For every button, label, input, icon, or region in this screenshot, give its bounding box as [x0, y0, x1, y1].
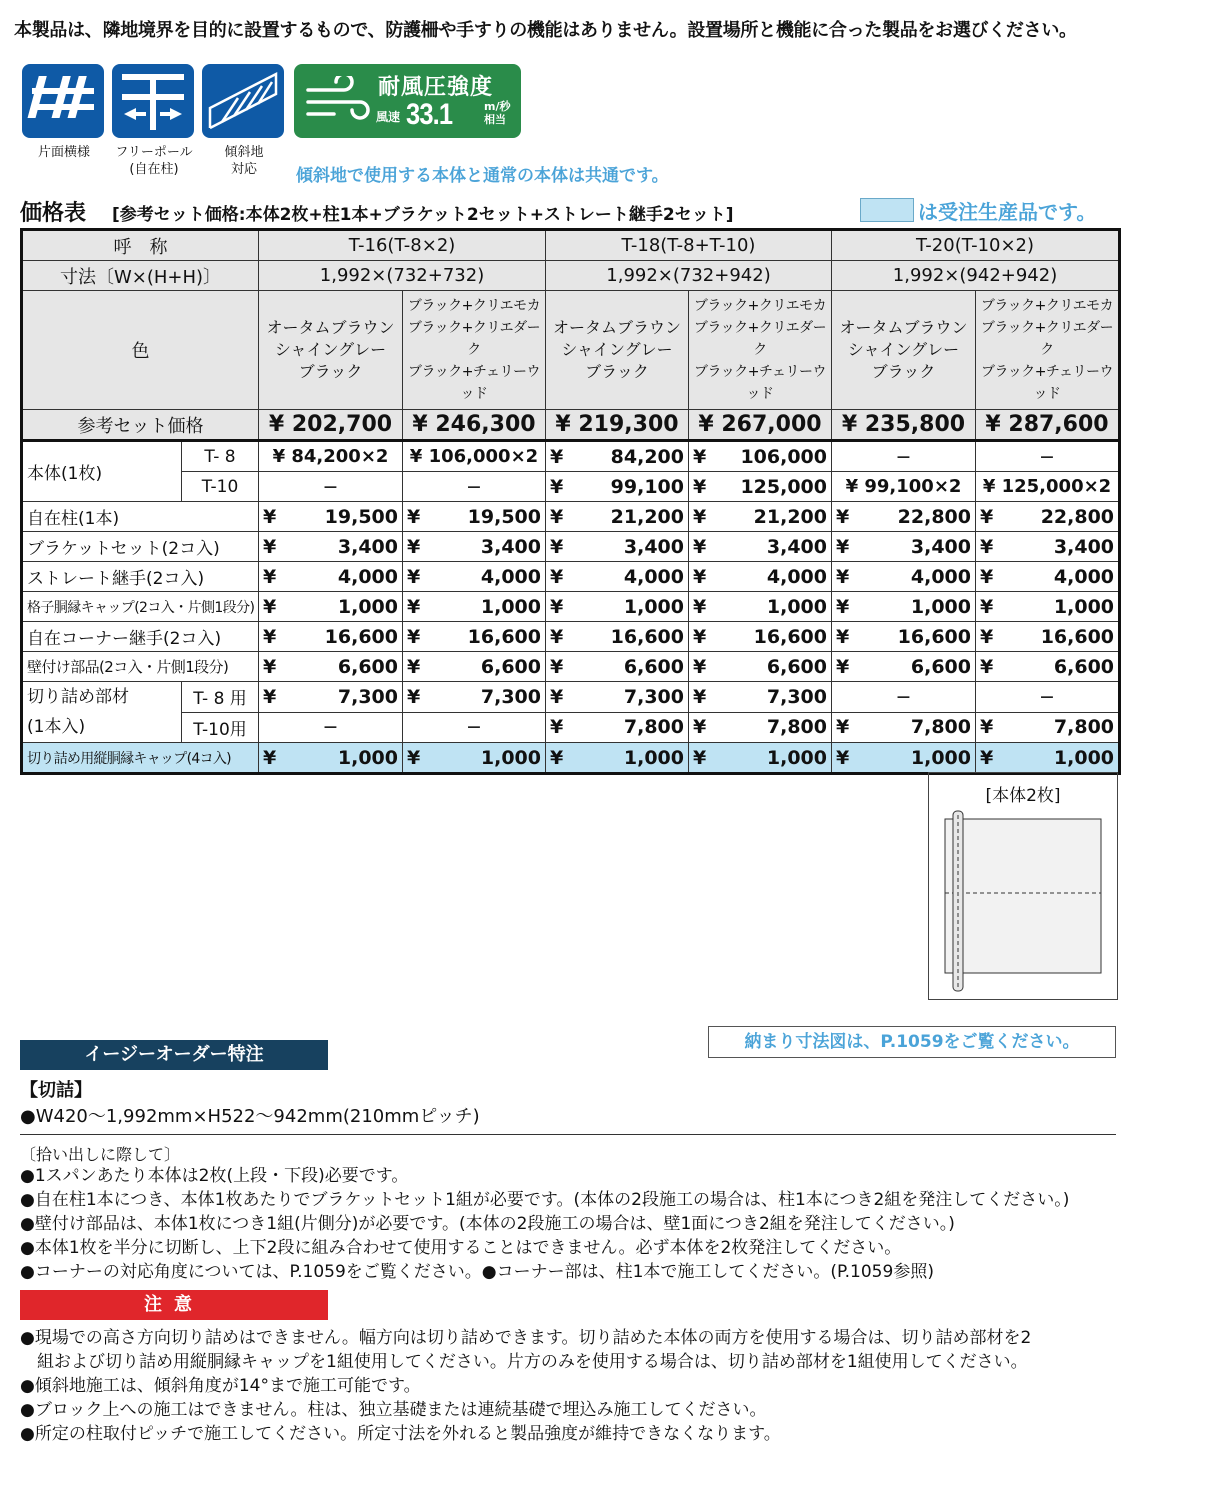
price-cell: ¥ 22,800: [976, 502, 1120, 532]
price-cell: ¥ 3,400: [832, 532, 976, 562]
list-item: ●現場での高さ方向切り詰めはできません。幅方向は切り詰めできます。切り詰めた本体の両方を使用する場合は、切り詰め部材を2: [20, 1328, 1032, 1348]
color-cell-a: オータムブラウン シャイングレー ブラック: [259, 291, 403, 410]
price-cell: ¥ 3,400: [689, 532, 832, 562]
row-label: 自在柱(1本): [22, 502, 259, 532]
wind-resistance-badge: [294, 64, 521, 138]
price-cell: ¥ 7,300: [403, 682, 546, 713]
color-cell-b: ブラック+クリエモカ ブラック+クリエダーク ブラック+チェリーウッド: [689, 291, 832, 410]
price-cell: ¥ 19,500: [403, 502, 546, 532]
color-row: [22, 291, 1120, 410]
price-cell: ¥ 22,800: [832, 502, 976, 532]
price-cell: ¥ 6,600: [832, 652, 976, 682]
caution-header: 注意: [20, 1290, 328, 1320]
price-cell: −: [403, 472, 546, 502]
price-cell: ¥ 1,000: [832, 743, 976, 774]
cut-t10-label: T-10用: [182, 712, 259, 743]
set-price-cell: ¥ 219,300: [546, 410, 689, 441]
list-item: ●本体1枚を半分に切断し、上下2段に組み合わせて使用することはできません。必ず本体を2枚発注してください。: [20, 1238, 902, 1258]
header-size: 寸法〔W×(H+H)〕: [22, 261, 259, 291]
color-cell-a: オータムブラウン シャイングレー ブラック: [546, 291, 689, 410]
model-t16: T-16(T-8×2): [259, 230, 546, 261]
cut-t10-row: [22, 712, 1120, 743]
price-cell: ¥ 16,600: [259, 622, 403, 652]
fence-panel-drawing: [929, 809, 1117, 999]
cut-member-label: 切り詰め部材 (1本入): [22, 682, 182, 743]
price-cell: ¥ 19,500: [259, 502, 403, 532]
set-price-cell: ¥ 235,800: [832, 410, 976, 441]
price-cell: −: [403, 712, 546, 743]
price-cell: ¥ 16,600: [976, 622, 1120, 652]
wind-title: 耐風圧強度: [378, 75, 494, 100]
price-cell: ¥ 3,400: [259, 532, 403, 562]
wind-icon: [304, 76, 372, 126]
price-cell: ¥ 4,000: [546, 562, 689, 592]
price-cell: ¥ 7,800: [976, 712, 1120, 743]
size-t20: 1,992×(942+942): [832, 261, 1120, 291]
color-cell-b: ブラック+クリエモカ ブラック+クリエダーク ブラック+チェリーウッド: [976, 291, 1120, 410]
list-item: ●壁付け部品は、本体1枚につき1組(片側分)が必要です。(本体の2段施工の場合は、壁1面につき2組を発注してください。): [20, 1214, 955, 1234]
price-cell: ¥ 1,000: [976, 592, 1120, 622]
color-cell-a: オータムブラウン シャイングレー ブラック: [832, 291, 976, 410]
row-label: 格子胴縁キャップ(2コ入・片側1段分): [22, 592, 259, 622]
price-cell: ¥ 1,000: [546, 592, 689, 622]
size-t18: 1,992×(732+942): [546, 261, 832, 291]
price-cell: ¥ 6,600: [259, 652, 403, 682]
table-row: [22, 652, 1120, 682]
price-cell: ¥ 106,000×2: [403, 441, 546, 472]
slope-label: 傾斜地 対応: [224, 145, 264, 177]
wind-value: 33.1: [406, 98, 453, 131]
price-cell: ¥ 7,800: [832, 712, 976, 743]
one-side-horizontal-icon: [22, 64, 104, 138]
easy-order-header: イージーオーダー特注: [20, 1040, 328, 1070]
list-item: ●自在柱1本につき、本体1枚あたりでブラケットセット1組が必要です。(本体の2段施工の場合は、柱1本につき2組を発注してください。): [20, 1190, 1070, 1210]
price-cell: ¥ 99,100: [546, 472, 689, 502]
list-item: ●所定の柱取付ピッチで施工してください。所定寸法を外れると製品強度が維持できなくなります。: [20, 1424, 781, 1444]
cut-title: 【切詰】: [20, 1080, 92, 1101]
price-cell: −: [259, 712, 403, 743]
price-cell: ¥ 84,200×2: [259, 441, 403, 472]
wind-unit: m/秒 相当: [484, 100, 511, 126]
size-row: [22, 261, 1120, 291]
row-label: 自在コーナー継手(2コ入): [22, 622, 259, 652]
price-cell: ¥ 84,200: [546, 441, 689, 472]
list-item: 組および切り詰め用縦胴縁キャップを1組使用してください。片方のみを使用する場合は、切り詰め部材を1組使用してください。: [20, 1352, 1028, 1372]
table-row: [22, 592, 1120, 622]
table-row: [22, 502, 1120, 532]
pick-title: 〔拾い出しに際して〕: [20, 1145, 181, 1164]
set-price-cell: ¥ 267,000: [689, 410, 832, 441]
price-cell: ¥ 4,000: [689, 562, 832, 592]
price-cell: ¥ 1,000: [403, 743, 546, 774]
body-t8-label: T- 8: [182, 441, 259, 472]
cut-spec: ●W420〜1,992mm×H522〜942mm(210mmピッチ): [20, 1106, 480, 1127]
price-cell: ¥ 4,000: [832, 562, 976, 592]
row-label: 壁付け部品(2コ入・片側1段分): [22, 652, 259, 682]
made-to-order-swatch: [860, 198, 914, 222]
notice-text: 本製品は、隣地境界を目的に設置するもので、防護柵や手すりの機能はありません。設置場所と機能に合った製品をお選びください。: [14, 20, 1077, 41]
price-cell: −: [976, 682, 1120, 713]
table-row: [22, 562, 1120, 592]
price-cell: ¥ 125,000: [689, 472, 832, 502]
price-cell: ¥ 4,000: [403, 562, 546, 592]
price-cell: ¥ 106,000: [689, 441, 832, 472]
price-cell: ¥ 16,600: [546, 622, 689, 652]
header-setprice: 参考セット価格: [22, 410, 259, 441]
header-color: 色: [22, 291, 259, 410]
price-cell: ¥ 1,000: [259, 592, 403, 622]
cap-row: [22, 743, 1120, 774]
fence-diagram: [928, 772, 1118, 1000]
price-cell: ¥ 125,000×2: [976, 472, 1120, 502]
model-t20: T-20(T-10×2): [832, 230, 1120, 261]
list-item: ●コーナーの対応角度については、P.1059をご覧ください。●コーナー部は、柱1本で施工してください。(P.1059参照): [20, 1262, 934, 1282]
price-cell: ¥ 4,000: [259, 562, 403, 592]
price-cell: ¥ 3,400: [403, 532, 546, 562]
price-cell: ¥ 21,200: [689, 502, 832, 532]
reference-note: 納まり寸法図は、P.1059をご覧ください。: [708, 1026, 1116, 1058]
price-cell: ¥ 7,300: [259, 682, 403, 713]
free-pole-icon: [112, 64, 194, 138]
free-pole-label: フリーポール (自在柱): [115, 145, 193, 177]
set-price-cell: ¥ 246,300: [403, 410, 546, 441]
model-row: [22, 230, 1120, 261]
price-table: [20, 228, 1121, 775]
price-cell: −: [832, 441, 976, 472]
body-t10-label: T-10: [182, 472, 259, 502]
row-label: ストレート継手(2コ入): [22, 562, 259, 592]
price-cell: ¥ 1,000: [546, 743, 689, 774]
price-cell: ¥ 6,600: [976, 652, 1120, 682]
price-cell: −: [259, 472, 403, 502]
price-cell: ¥ 3,400: [546, 532, 689, 562]
price-cell: ¥ 16,600: [832, 622, 976, 652]
price-cell: ¥ 21,200: [546, 502, 689, 532]
color-cell-b: ブラック+クリエモカ ブラック+クリエダーク ブラック+チェリーウッド: [403, 291, 546, 410]
price-cell: ¥ 7,800: [546, 712, 689, 743]
price-cell: ¥ 99,100×2: [832, 472, 976, 502]
set-price-cell: ¥ 202,700: [259, 410, 403, 441]
price-cell: ¥ 6,600: [546, 652, 689, 682]
price-cell: ¥ 4,000: [976, 562, 1120, 592]
price-cell: ¥ 6,600: [403, 652, 546, 682]
price-cell: ¥ 7,800: [689, 712, 832, 743]
price-set-note: [参考セット価格:本体2枚+柱1本+ブラケット2セット+ストレート継手2セット]: [112, 205, 734, 225]
set-price-cell: ¥ 287,600: [976, 410, 1120, 441]
slope-icon: [202, 64, 284, 138]
price-cell: ¥ 16,600: [689, 622, 832, 652]
body-t10-row: [22, 472, 1120, 502]
price-cell: ¥ 1,000: [403, 592, 546, 622]
price-cell: −: [832, 682, 976, 713]
body-t8-row: [22, 441, 1120, 472]
body-label: 本体(1枚): [22, 441, 182, 502]
price-cell: ¥ 1,000: [832, 592, 976, 622]
price-cell: ¥ 7,300: [689, 682, 832, 713]
price-cell: ¥ 1,000: [689, 592, 832, 622]
set-price-row: [22, 410, 1120, 441]
table-row: [22, 622, 1120, 652]
table-row: [22, 532, 1120, 562]
price-cell: ¥ 3,400: [976, 532, 1120, 562]
header-name: 呼 称: [22, 230, 259, 261]
made-to-order-note: は受注生産品です。: [918, 200, 1097, 224]
list-item: ●1スパンあたり本体は2枚(上段・下段)必要です。: [20, 1166, 409, 1186]
cut-t8-label: T- 8 用: [182, 682, 259, 713]
slope-note: 傾斜地で使用する本体と通常の本体は共通です。: [296, 166, 669, 186]
one-side-label: 片面横様: [37, 145, 90, 160]
price-cell: −: [976, 441, 1120, 472]
price-cell: ¥ 1,000: [259, 743, 403, 774]
caution-list: [20, 1326, 1120, 1446]
list-item: ●ブロック上への施工はできません。柱は、独立基礎または連続基礎で埋込み施工してください。: [20, 1400, 767, 1420]
row-label: ブラケットセット(2コ入): [22, 532, 259, 562]
size-t16: 1,992×(732+732): [259, 261, 546, 291]
pick-list: [20, 1164, 1120, 1284]
price-cell: ¥ 7,300: [546, 682, 689, 713]
row-label: 切り詰め用縦胴縁キャップ(4コ入): [22, 743, 259, 774]
diagram-title: [本体2枚]: [985, 786, 1061, 806]
model-t18: T-18(T-8+T-10): [546, 230, 832, 261]
list-item: ●傾斜地施工は、傾斜角度が14°まで施工可能です。: [20, 1376, 421, 1396]
price-table-heading: 価格表: [20, 201, 87, 226]
price-cell: ¥ 6,600: [689, 652, 832, 682]
price-cell: ¥ 1,000: [689, 743, 832, 774]
divider: [20, 1134, 1116, 1135]
price-cell: ¥ 1,000: [976, 743, 1120, 774]
price-cell: ¥ 16,600: [403, 622, 546, 652]
wind-prefix: 風速: [376, 110, 401, 124]
cut-t8-row: [22, 682, 1120, 713]
